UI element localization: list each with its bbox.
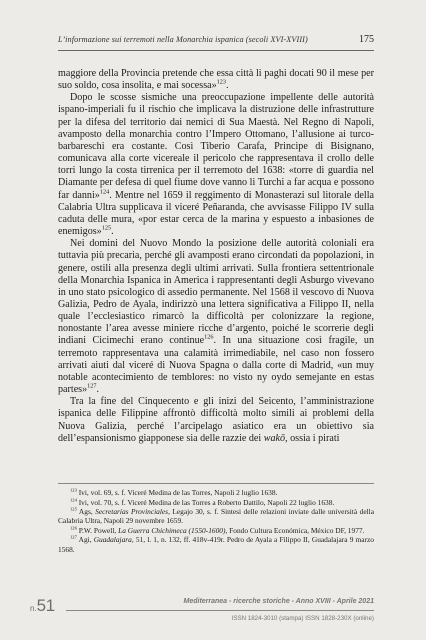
paragraph [58, 238, 374, 396]
text-run: P.W. Powell, [76, 525, 119, 535]
footnote-ref: 126 [204, 334, 214, 342]
text-run: Agi, [76, 535, 94, 545]
text-run: , Fondo Cultura Económica, México DF, 1977. [225, 525, 365, 535]
text-run: Dopo le scosse sismiche una preoccupazione impellente delle autorità ispano-imperiali fu il rischio che implicava la distruzione delle infrastrutture per la difesa del territorio dai nemici di Sua Maestà. Nel Regno di Napoli, avamposto della monarchia contro l’Impero Ottomano, l’allusione ai turco-barbareschi era costante. Così Tiberio Carafa, Principe di Bisignano, comunicava alla corte vicereale il pericolo che rappresentava il crollo delle torri lungo la costa tirrenica per il terremoto del 1638: «torre di guardia nel Diamante per defesa di quel fiume dove vanno li Turchi a far acqua e possono far danni» [58, 92, 374, 201]
footnotes [58, 488, 374, 554]
issn-line: ISSN 1824-3010 (stampa) ISSN 1828-230X (online) [231, 615, 374, 622]
footnote [58, 526, 374, 535]
text-run: . [226, 80, 229, 92]
issue-digits: 51 [36, 596, 55, 615]
text-run: Ivi, vol. 69, s. f. Viceré Medina de las Torres, Napoli 2 luglio 1638. [76, 488, 278, 497]
footnote [58, 535, 374, 553]
footer-rule [66, 610, 374, 611]
text-run: , ossia i pirati [285, 432, 340, 444]
header-rule [58, 50, 374, 51]
italic-text: La Guerra Chichimeca (1550-1600) [118, 525, 226, 535]
footnote [58, 488, 374, 497]
footnote-ref: 127 [87, 382, 97, 390]
journal-line: Mediterranea - ricerche storiche - Anno XVIII - Aprile 2021 [183, 598, 374, 605]
footnote-ref: 124 [99, 188, 110, 196]
text-run: Ivi, vol. 70, s. f. Viceré Medina de las Torres a Roberto Dattilo, Napoli 22 luglio 1638. [76, 497, 335, 507]
italic-text: Secretarías Provinciales [95, 507, 169, 517]
text-run: , Legajo 30, s. f. Sintesi delle relazioni inviate dalle università della Calabria Ultra, Napoli 29 novembre 1659. [58, 507, 374, 526]
text-run: . In una situazione così fragile, un terremoto rappresentava una calamità irrimediabile, nel caso non fossero arrivati aiuti dal viceré di Nuova Spagna o dalla corte di Madrid, «un muy notable acontecimiento de temblores: no visto ny oydo semejante en estas partes» [58, 335, 374, 396]
text-run: , 51, l. 1, n. 132, ff. 418v-419r. Pedro de Ayala a Filippo II, Guadalajara 9 marzo 1568. [58, 535, 374, 554]
footnote-ref: 123 [216, 78, 227, 86]
text-run: maggiore della Provincia pretende che essa città li paghi docati 90 il mese per suo soldo, cosa insolita, e mai socessa» [58, 68, 374, 92]
page-footer [30, 596, 374, 630]
footnote-ref: 125 [70, 506, 77, 512]
footnote-ref: 127 [70, 535, 77, 540]
page-header [58, 34, 374, 45]
text-run: Tra la fine del Cinquecento e gli inizi del Seicento, l’amministrazione ispanica delle Filippine affrontò difficoltà molto simili ai problemi della Nuova Galizia, perché l’arcipelago asiatico era un obiettivo sia dell’espansionismo giapponese sia delle razzie dei [58, 396, 374, 444]
issue-number [30, 596, 55, 616]
footnote-ref: 126 [70, 525, 77, 531]
text-run: Nei domini del Nuovo Mondo la posizione delle autorità coloniali era tuttavia più precaria, perché gli avamposti erano circondati da popolazioni, in genere, ostili alla presenza degli ultimi arrivati. Sulla frontiera settentrionale della Monarchia Ispanica in America i rappresentanti degli Asburgo vivevano in uno stato psicologico di assedio permanente. Nel 1568 il vescovo di Nuova Galizia, Pedro de Ayala, indirizzò una lettera significativa a Filippo II, nella quale l’ecclesiastico rimarcò la difficoltà per colonizzare la regione, nonostante l’area avesse miniere ricche d’argento, poiché le scorrerie degli indiani Cicimechi erano continue [58, 238, 374, 347]
text-run: . Mentre nel 1659 il reggimento di Monasterazi sul litorale della Calabria Ultra supplicava il viceré Peñaranda, che avvisasse Filippo IV sulla caduta delle mura, «por estar cerca de la marina y espuesto a inbasiones de enemigos» [58, 189, 374, 238]
paragraph [58, 396, 374, 445]
italic-text: Guadalajara [93, 535, 132, 545]
text-run: Ags, [76, 507, 96, 517]
italic-text: wakō [263, 432, 286, 444]
text-run: . [96, 384, 100, 396]
issue-prefix: n. [30, 604, 37, 613]
footnote [58, 507, 374, 525]
paragraph [58, 68, 374, 92]
page-number: 175 [359, 34, 374, 45]
text-run: . [111, 226, 114, 238]
footnote-ref: 125 [101, 224, 112, 232]
footnote-ref: 123 [70, 487, 77, 493]
footnote-separator [58, 483, 374, 484]
footnote-ref: 124 [70, 497, 77, 503]
paragraph [58, 92, 374, 238]
footnote [58, 498, 374, 507]
running-head: L’informazione sui terremoti nella Monarchia ispanica (secoli XVI-XVIII) [58, 35, 308, 44]
body-text [58, 68, 374, 445]
